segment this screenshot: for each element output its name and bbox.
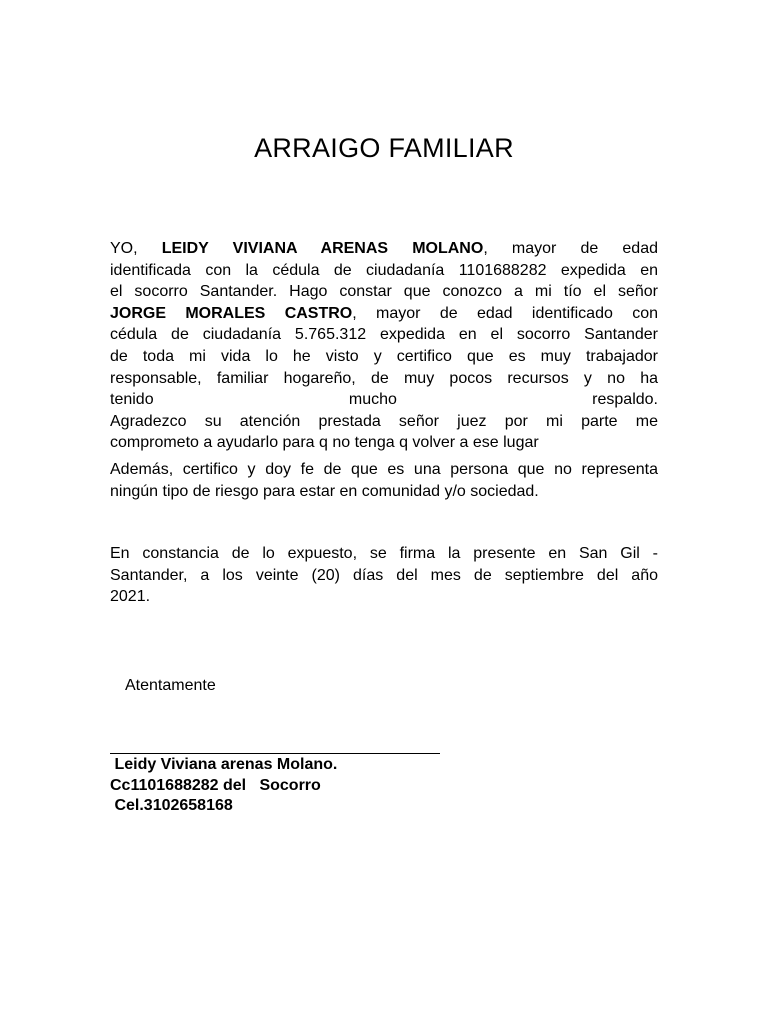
paragraph-line: Agradezco su atención prestada señor juez por mi parte me [110,412,658,430]
signature-block [110,755,337,817]
paragraph-certification [110,459,658,502]
closing-salutation: Atentamente [125,677,216,694]
signer-phone: Cel.3102658168 [110,797,233,814]
signature-line [110,753,440,754]
paragraph-line: responsable, familiar hogareño, de muy pocos recursos y no ha [110,369,658,387]
paragraph-line: de toda mi vida lo he visto y certifico que es muy trabajador [110,347,658,365]
paragraph-line: cédula de ciudadanía 5.765.312 expedida en el socorro Santander [110,326,658,344]
paragraph-line: YO, LEIDY VIVIANA ARENAS MOLANO, mayor de edad [110,240,658,257]
paragraph-constancy [110,543,658,608]
declarant-name: LEIDY VIVIANA ARENAS MOLANO [161,240,484,257]
paragraph-line: JORGE MORALES CASTRO, mayor de edad identificado con [110,304,658,322]
paragraph-line: ningún tipo de riesgo para estar en comunidad y/o sociedad. [110,482,539,500]
paragraph-line: identificada con la cédula de ciudadanía 1101688282 expedida en [110,261,658,279]
paragraph-line: 2021. [110,588,151,606]
document-title: ARRAIGO FAMILIAR [254,133,514,163]
signer-name: Leidy Viviana arenas Molano. [110,756,338,773]
paragraph-declaration [110,238,658,454]
paragraph-line: Santander, a los veinte (20) días del mes de septiembre del año [110,566,658,584]
paragraph-line: En constancia de lo expuesto, se firma la presente en San Gil - [110,545,658,562]
paragraph-line: comprometo a ayudarlo para q no tenga q volver a ese lugar [110,434,539,452]
signer-id: Cc1101688282 del Socorro [110,776,321,794]
relative-name: JORGE MORALES CASTRO [110,304,353,322]
paragraph-line: el socorro Santander. Hago constar que conozco a mi tío el señor [110,283,658,301]
paragraph-line: Además, certifico y doy fe de que es una persona que no representa [110,461,658,478]
paragraph-line: tenido mucho respaldo. [110,391,658,409]
